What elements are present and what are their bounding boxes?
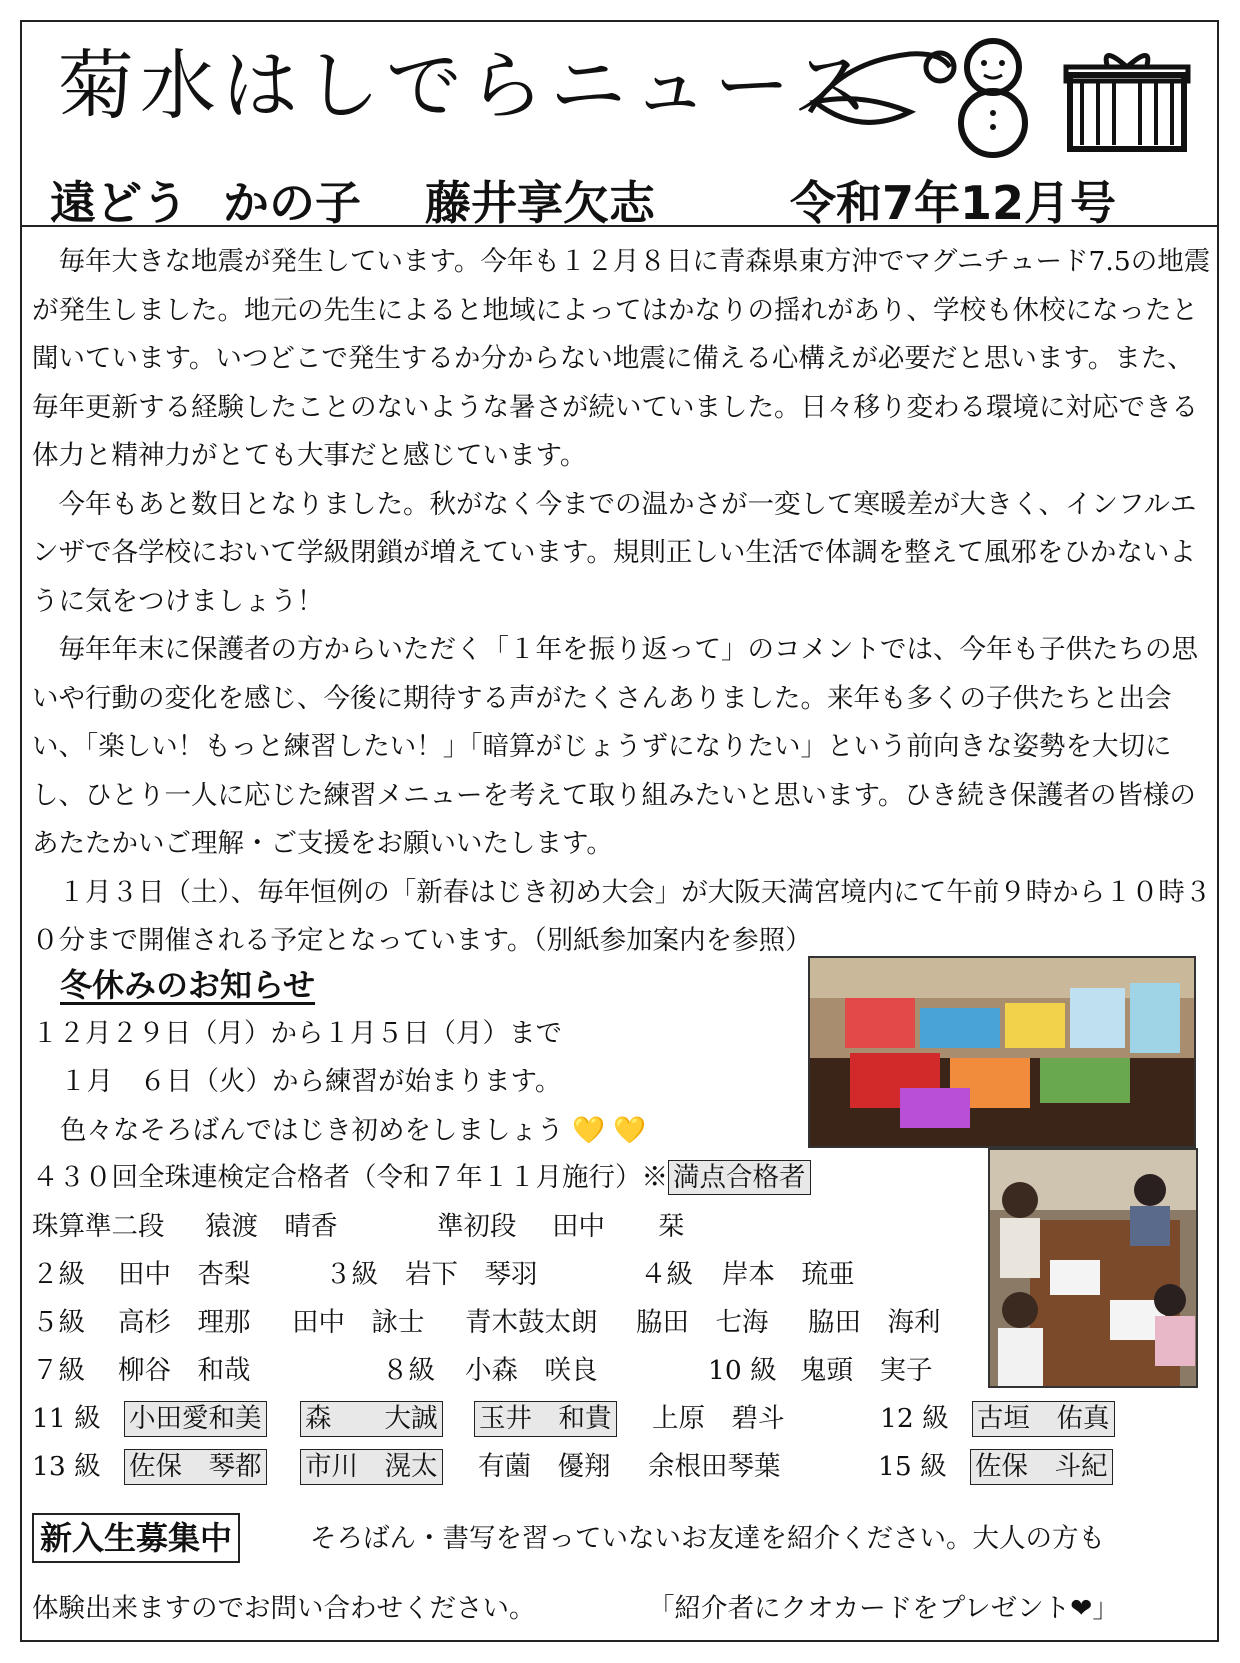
exam-title: [32, 1162, 811, 1194]
passer-name: 柳谷 和哉: [118, 1355, 251, 1386]
passer-name: 余根田琴葉: [648, 1451, 781, 1482]
grade-label: ４級: [640, 1259, 693, 1290]
grade-label: ７級: [32, 1355, 85, 1386]
santa-hat-icon: [800, 42, 960, 132]
newsletter-header: [20, 20, 1219, 230]
passer-name: 有薗 優翔: [478, 1451, 611, 1482]
grade-label: ２級: [32, 1259, 85, 1290]
passer-name: 高杉 理那: [118, 1307, 251, 1338]
perfect-score-name: 小田愛和美: [124, 1401, 267, 1437]
perfect-score-name: 森 大誠: [300, 1401, 443, 1437]
school-name-2: かの子: [223, 176, 361, 230]
prizes-photo-illustration: [810, 958, 1194, 1146]
grade-label: 13 級: [32, 1451, 101, 1482]
passer-name: 小森 咲良: [465, 1355, 598, 1386]
teacher-name: 藤井享欠志: [425, 176, 655, 230]
newsletter-title: 菊水はしでらニュース: [58, 41, 875, 130]
perfect-score-name: 佐保 琴都: [124, 1449, 267, 1485]
grade-label: ８級: [382, 1355, 435, 1386]
recruit-text-3: 「紹介者にクオカードをプレゼント❤」: [648, 1593, 1119, 1624]
passer-name: 岸本 琉亜: [722, 1259, 855, 1290]
hajikizome-text: 色々なそろばんではじき初めをしましょう: [60, 1115, 564, 1146]
passer-name: 猿渡 晴香: [205, 1211, 338, 1242]
passer-name: 岩下 琴羽: [405, 1259, 538, 1290]
gift-box-icon: [1062, 45, 1192, 155]
passer-name: 青木鼓太朗: [465, 1307, 598, 1338]
grade-label: 珠算準二段: [32, 1211, 165, 1242]
paragraph-comments: 毎年年末に保護者の方からいただく「１年を振り返って」のコメントでは、今年も子供たちの思いや行動の変化を感じ、今後に期待する声がたくさんありました。来年も多くの子供たちと出会い、「楽しい！もっと練習したい！」「暗算がじょうずになりたい」という前向きな姿勢を大切にし、ひとり一人に応じた練習メニューを考えて取り組みたいと思います。ひき続き保護者の皆様のあたたかいご理解・ご支援をお願いいたします。: [32, 634, 1198, 859]
passer-name: 田中 栞: [552, 1211, 685, 1242]
hajikizome-note: [60, 1115, 646, 1147]
passer-name: 上原 碧斗: [652, 1403, 785, 1434]
students-photo: [988, 1148, 1198, 1388]
practice-resume: １月 ６日（火）から練習が始まります。: [60, 1066, 562, 1097]
heart-icons: 💛 💛: [571, 1115, 647, 1146]
grade-label: 15 級: [878, 1451, 947, 1482]
perfect-score-name: 古垣 佑真: [972, 1401, 1115, 1437]
paragraph-new-year-event: １月３日（土）、毎年恒例の「新春はじき初め大会」が大阪天満宮境内にて午前９時から１０時３０分まで開催される予定となっています。（別紙参加案内を参照）: [32, 876, 1212, 956]
winter-holiday-heading: 冬休みのお知らせ: [60, 966, 316, 1004]
perfect-score-legend: 満点合格者: [668, 1160, 811, 1195]
perfect-score-name: 佐保 斗紀: [970, 1449, 1113, 1485]
passer-name: 脇田 七海: [636, 1307, 769, 1338]
grade-label: 準初段: [437, 1211, 517, 1242]
grade-label: 12 級: [880, 1403, 949, 1434]
prizes-photo: [808, 956, 1196, 1148]
grade-label: 11 級: [32, 1403, 101, 1434]
grade-label: ５級: [32, 1307, 85, 1338]
passer-name: 田中 詠士: [292, 1307, 425, 1338]
perfect-score-name: 玉井 和貴: [474, 1401, 617, 1437]
recruit-text-1: そろばん・書写を習っていないお友達を紹介ください。大人の方も: [310, 1523, 1105, 1554]
grade-label: ３級: [325, 1259, 378, 1290]
issue-date: 令和7年12月号: [790, 176, 1117, 230]
perfect-score-name: 市川 滉太: [300, 1449, 443, 1485]
paragraph-year-end: 今年もあと数日となりました。秋がなく今までの温かさが一変して寒暖差が大きく、インフルエンザで各学校において学級閉鎖が増えています。規則正しい生活で体調を整えて風邪をひかないように気をつけましょう！: [32, 488, 1197, 617]
winter-dates: １２月２９日（月）から１月５日（月）まで: [32, 1018, 562, 1049]
recruit-text-2: 体験出来ますのでお問い合わせください。: [32, 1593, 536, 1624]
article-body: [32, 238, 1217, 966]
passer-name: 脇田 海利: [808, 1307, 941, 1338]
school-name: 遠どう: [50, 176, 188, 230]
paragraph-earthquake: 毎年大きな地震が発生しています。今年も１２月８日に青森県東方沖でマグニチュード7.5の地震が発生しました。地元の先生によると地域によってはかなりの揺れがあり、学校も休校になったと聞いています。いつどこで発生するか分からない地震に備える心構えが必要だと思います。また、毎年更新する経験したことのないような暑さが続いていました。日々移り変わる環境に対応できる体力と精神力がとても大事だと感じています。: [32, 246, 1211, 471]
students-photo-illustration: [990, 1150, 1196, 1386]
grade-label: 10 級: [708, 1355, 777, 1386]
snowman-icon: [948, 35, 1038, 160]
exam-title-text: ４３０回全珠連検定合格者（令和７年１１月施行）※: [32, 1162, 668, 1193]
passer-name: 鬼頭 実子: [800, 1355, 933, 1386]
passer-name: 田中 杏梨: [118, 1259, 251, 1290]
recruit-label: 新入生募集中: [32, 1513, 240, 1563]
